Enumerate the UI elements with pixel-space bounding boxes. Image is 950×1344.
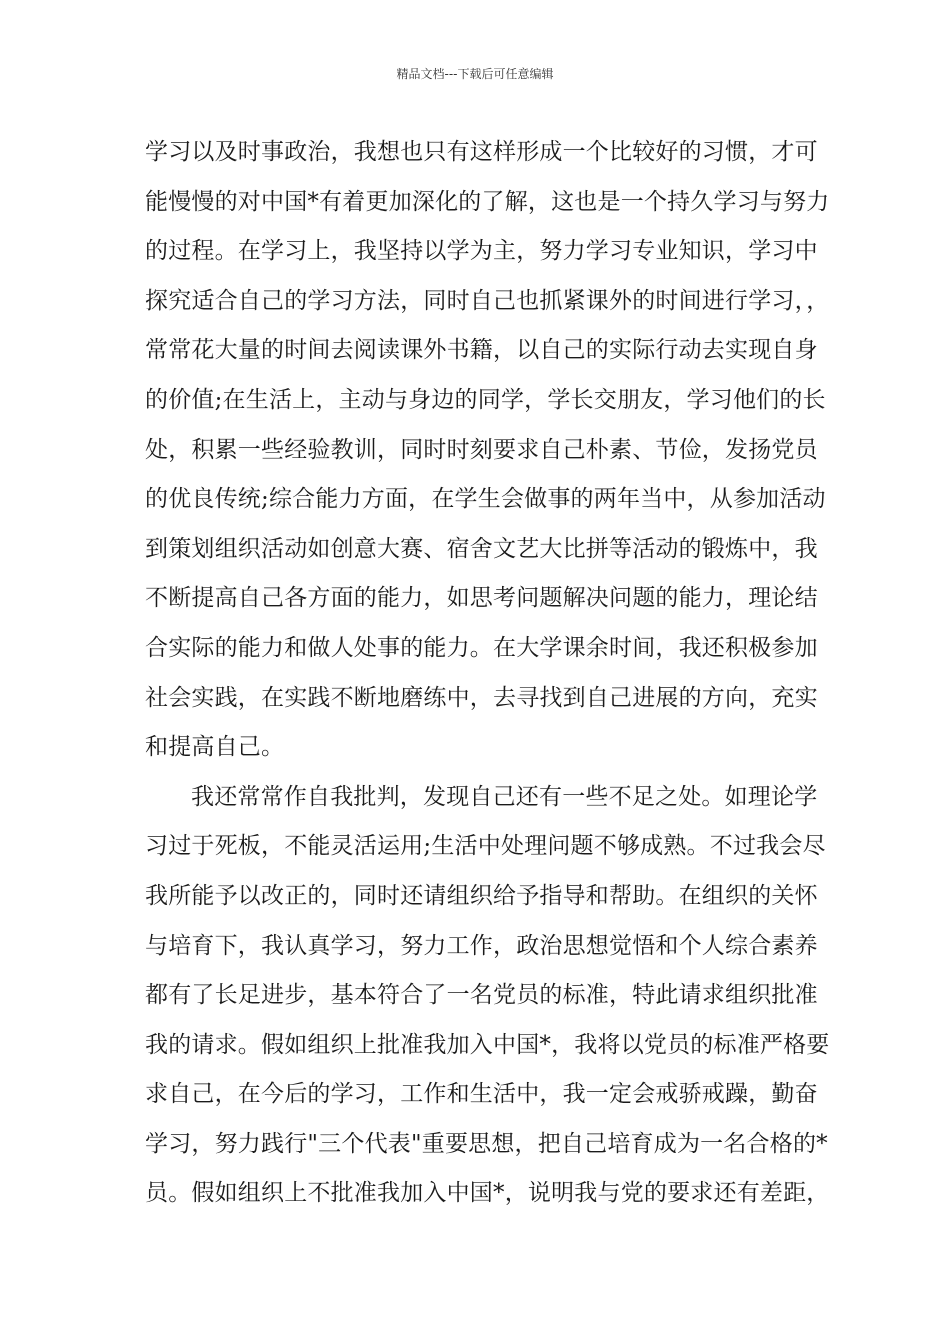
text-line: 员。假如组织上不批准我加入中国*，说明我与党的要求还有差距， [145,1180,830,1207]
text-line: 我还常常作自我批判，发现自己还有一些不足之处。如理论学 [191,783,818,810]
text-line: 探究适合自己的学习方法，同时自己也抓紧课外的时间进行学习，， [145,287,830,314]
text-line: 学习，努力践行"三个代表"重要思想，把自己培育成为一名合格的* [145,1130,828,1157]
text-line: 处，积累一些经验教训，同时时刻要求自己朴素、节俭，发扬党员 [145,436,818,463]
text-line: 常常花大量的时间去阅读课外书籍，以自己的实际行动去实现自身 [145,337,818,364]
text-line: 的价值;在生活上，主动与身边的同学，学长交朋友，学习他们的长 [145,386,826,413]
text-line: 的过程。在学习上，我坚持以学为主，努力学习专业知识，学习中 [145,238,818,265]
text-line: 的优良传统;综合能力方面，在学生会做事的两年当中，从参加活动 [145,486,826,513]
text-line: 社会实践，在实践不断地磨练中，去寻找到自己进展的方向，充实 [145,684,818,711]
text-line: 我所能予以改正的，同时还请组织给予指导和帮助。在组织的关怀 [145,882,818,909]
text-line: 习过于死板，不能灵活运用;生活中处理问题不够成熟。不过我会尽 [145,833,826,860]
text-line: 都有了长足进步，基本符合了一名党员的标准，特此请求组织批准 [145,982,818,1009]
text-line: 求自己，在今后的学习，工作和生活中，我一定会戒骄戒躁，勤奋 [145,1081,818,1108]
text-line: 合实际的能力和做人处事的能力。在大学课余时间，我还积极参加 [145,634,818,661]
document-body [145,128,830,1219]
text-line: 到策划组织活动如创意大赛、宿舍文艺大比拼等活动的锻炼中，我 [145,535,818,562]
paragraph-2 [145,773,830,1219]
text-line: 能慢慢的对中国*有着更加深化的了解，这也是一个持久学习与努力 [145,188,830,215]
text-line: 与培育下，我认真学习，努力工作，政治思想觉悟和个人综合素养 [145,932,818,959]
text-line: 我的请求。假如组织上批准我加入中国*，我将以党员的标准严格要 [145,1031,830,1058]
text-line: 不断提高自己各方面的能力，如思考问题解决问题的能力，理论结 [145,585,818,612]
text-line: 学习以及时事政治，我想也只有这样形成一个比较好的习惯，才可 [145,139,818,165]
text-line: 和提高自己。 [145,734,285,761]
paragraph-1 [145,128,830,773]
page-header: 精品文档---下载后可任意编辑 [396,67,554,81]
